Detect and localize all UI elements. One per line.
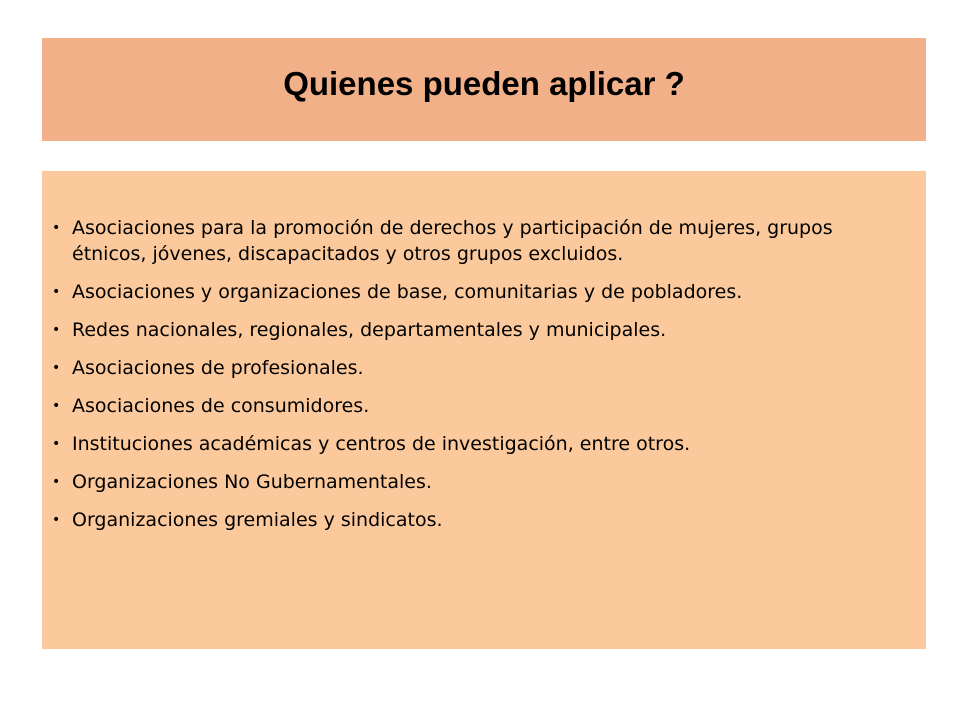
list-item (52, 431, 912, 457)
bullet-icon: • (52, 512, 61, 528)
list-item-text: Organizaciones No Gubernamentales. (72, 471, 432, 493)
list-item-text: Instituciones académicas y centros de investigación, entre otros. (72, 433, 691, 455)
list-item (52, 317, 912, 343)
list-item-text: Asociaciones para la promoción de derechos y participación de mujeres, grupos étnicos, jóvenes, discapacitados y otros grupos excluidos. (72, 217, 833, 265)
list-item (52, 393, 912, 419)
slide-title: Quienes pueden aplicar ? (283, 65, 685, 102)
list-item (52, 279, 912, 305)
list-item (52, 469, 912, 495)
list-item (52, 355, 912, 381)
bullet-icon: • (52, 398, 61, 414)
list-item-text: Organizaciones gremiales y sindicatos. (72, 509, 443, 531)
list-item (52, 507, 912, 533)
bullet-icon: • (52, 322, 61, 338)
list-item-text: Asociaciones y organizaciones de base, comunitarias y de pobladores. (72, 281, 743, 303)
list-item-text: Asociaciones de profesionales. (72, 357, 364, 379)
bullet-icon: • (52, 284, 61, 300)
title-banner (42, 38, 926, 141)
list-item (52, 215, 912, 267)
content-panel (42, 171, 926, 649)
bullet-icon: • (52, 474, 61, 490)
bullet-list (52, 215, 912, 545)
list-item-text: Asociaciones de consumidores. (72, 395, 370, 417)
bullet-icon: • (52, 220, 61, 236)
bullet-icon: • (52, 436, 61, 452)
list-item-text: Redes nacionales, regionales, departamentales y municipales. (72, 319, 667, 341)
bullet-icon: • (52, 360, 61, 376)
